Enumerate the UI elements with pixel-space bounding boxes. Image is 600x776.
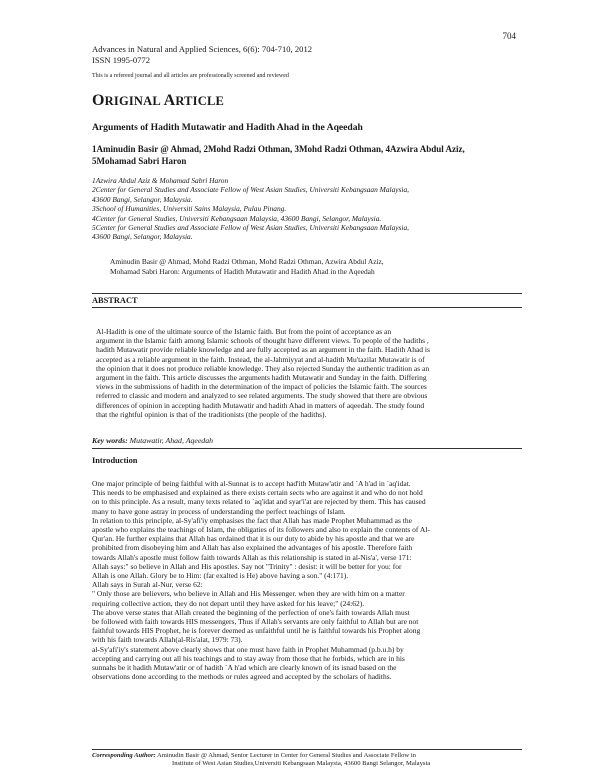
abstract-line: argument in the Islamic faith among Islamic schools of thought have different views. To people of the hadiths , [96, 336, 429, 346]
abstract-text [92, 327, 524, 419]
keywords-label: Key words: [92, 436, 128, 445]
abstract-line: the opinion that it does not produce reliable knowledge. They also rejected Sunday the authentic tradition as an [96, 363, 430, 373]
body-line: be followed with faith towards HIS messengers, Thus if Allah's servants are only faithful to Allah but are not [92, 617, 419, 627]
body-line: apostle who explains the teachings of Islam, the obligaties of its followers and also to explain the contents of Al- [92, 525, 430, 535]
body-line: Allah is one Allah. Glory be to Him: (far exalted is He) above having a son." (4:171). [92, 571, 349, 581]
introduction-text [92, 479, 526, 681]
affiliation-line: 4Center for General Studies, Universiti Kebangsaan Malaysia, 43600 Bangi, Selangor, Malaysia. [92, 213, 382, 223]
abstract-line: differences of opinion in accepting hadith Mutawatir and hadith Ahad in matters of aqeedah. The study found [96, 400, 425, 410]
affiliation-line: 3School of Humanities, Universiti Sains Malaysia, Pulau Pinang. [92, 204, 287, 214]
body-line: Allah says:" so believe in Allah and His apostles. Say not "Trinity" : desist: it will be better for you: for [92, 561, 402, 571]
article-type-heading: ORIGINAL ARTICLE [92, 92, 225, 109]
affiliation-line: 1Azwira Abdul Aziz & Mohamad Sabri Haron [92, 176, 229, 185]
body-line: " Only those are believers, who believe in Allah and His Messenger. when they are with him on a matter [92, 589, 405, 599]
journal-header [92, 44, 312, 66]
abstract-line: accepted as a reliable argument in the faith. Instead, the al-Jahmiyyat and al-hadith Mu'tazilat Mutawatir is of [96, 354, 425, 364]
abstract-line: Al-Hadith is one of the ultimate source of the Islamic faith. But from the point of acceptance as an [96, 327, 392, 336]
journal-citation: Advances in Natural and Applied Sciences, 6(6): 704-710, 2012 [92, 44, 313, 54]
body-line: Allah says in Surah al-Nur, verse 62: [92, 580, 203, 590]
body-line: faithful towards HIS Prophet, he is forever deemed as unfaithful until he is faithful towards his Prophet along [92, 626, 421, 636]
affiliation-line: 5Center for General Studies and Associate Fellow of West Asian Studies, Universiti Kebangsaan Malaysia, [92, 223, 410, 233]
corresponding-author-text: Aminudin Basir @ Ahmad, Senior Lecturer in Center for General Studies and Associate Fellow in [155, 752, 416, 759]
citation-block [110, 257, 510, 276]
body-line: al-Sy'afi'iy's statement above clearly shows that one must have faith in Prophet Muhammad (p.b.u.h) by [92, 644, 404, 654]
authors-line-2: 5Mohamad Sabri Haron [92, 156, 187, 166]
divider [92, 749, 522, 750]
body-line: One major principle of being faithful with al-Sunnat is to accept had'ith Mutaw'atir and `A h'ad in `aq'idat. [92, 479, 411, 488]
body-line: sunnahs be it hadith Mutaw'atir or of hadith `A h'ad which are clearly known of its isnad based on the [92, 663, 397, 673]
citation-line: Aminudin Basir @ Ahmad, Mohd Radzi Othman, Mohd Radzi Othman, Azwira Abdul Aziz, [110, 257, 384, 266]
body-line: accepting and carrying out all his teachings and to stay away from those that he forbids, which are in his [92, 653, 405, 663]
journal-issn: ISSN 1995-0772 [92, 55, 151, 65]
refereed-note: This is a refereed journal and all articles are professionally screened and reviewed [92, 73, 289, 79]
corresponding-author [92, 752, 532, 769]
keywords-list: Mutawatir, Ahad, Aqeedah [127, 436, 213, 445]
introduction-heading: Introduction [92, 456, 138, 465]
body-line: requiring collective action, they do not depart until they have asked for his leave;" (24:62). [92, 598, 365, 608]
body-line: with his faith towards Allah(al-Ris'alat, 1979: 73). [92, 635, 243, 645]
body-line: This needs to be emphasised and explained as there exists certain sects who are against it and who do not hold [92, 488, 423, 498]
abstract-line: argument in the faith. This article discusses the arguments hadith Mutawatir and Sunday in the faith. Differing [96, 373, 427, 383]
abstract-line: that the rightful opinion is that of the traditionists (the people of the hadiths). [96, 409, 327, 419]
body-line: many to have gone astray in process of understanding the perfect teachings of Islam. [92, 506, 346, 516]
affiliations [92, 176, 532, 242]
affiliation-line: 43600 Bangi, Selangor, Malaysia. [92, 232, 193, 242]
paper-title: Arguments of Hadith Mutawatir and Hadith Ahad in the Aqeedah [92, 122, 363, 133]
abstract-line: views in the submissions of hadith in the determination of the impact of policies the Islamic faith. The sources [96, 382, 427, 392]
corresponding-author-label: Corresponding Author: [92, 752, 156, 759]
abstract-heading: ABSTRACT [92, 296, 138, 305]
divider [92, 293, 522, 294]
body-line: observations done according to the methods or rules agreed and accepted by the scholars of hadiths. [92, 672, 392, 682]
citation-line: Mohamad Sabri Haron: Arguments of Hadith Mutawatir and Hadith Ahad in the Aqeedah [110, 266, 375, 276]
body-line: The above verse states that Allah created the beginning of the perfection of one's faith towards Allah must [92, 607, 410, 617]
affiliation-line: 43600 Bangi, Selangor, Malaysia. [92, 194, 193, 204]
divider [92, 307, 522, 308]
divider [92, 448, 522, 449]
affiliation-line: 2Center for General Studies and Associate Fellow of West Asian Studies, Universiti Kebangsaan Malaysia, [92, 185, 410, 195]
abstract-line: hadith Mutawatir provide reliable knowledge and are fully accepted as an argument in the faith. Hadith Ahad is [96, 345, 430, 355]
body-line: towards Allah's apostle must follow faith towards Allah as this relationship is stated in al-Nis'a', verse 171: [92, 552, 412, 562]
corresponding-author-address: Institute of West Asian Studies,Universiti Kebangsaan Malaysia, 43600 Bangi Selangor, Malaysia [172, 760, 431, 768]
body-line: prohibited from disobeying him and Allah has also explained the advantages of his apostle. Therefore faith [92, 543, 413, 553]
body-line: Qur'an. He further explains that Allah has ordained that it is our duty to abide by his apostle and that we are [92, 534, 415, 544]
author-list [92, 143, 522, 167]
keywords [92, 436, 213, 445]
page-number: 704 [502, 31, 516, 41]
authors-line-1: 1Aminudin Basir @ Ahmad, 2Mohd Radzi Othman, 3Mohd Radzi Othman, 4Azwira Abdul Aziz, [92, 144, 465, 154]
body-line: on to this principle. As a result, many texts related to `aq'idat and syar'i'at are rejected by them. This has caused [92, 497, 426, 507]
body-line: In relation to this principle, al-Sy'afi'iy emphasises the fact that Allah has made Prophet Muhammad as the [92, 515, 412, 525]
abstract-line: referred to classic and modern and analyzed to see related arguments. The study showed that there are obvious [96, 391, 428, 401]
